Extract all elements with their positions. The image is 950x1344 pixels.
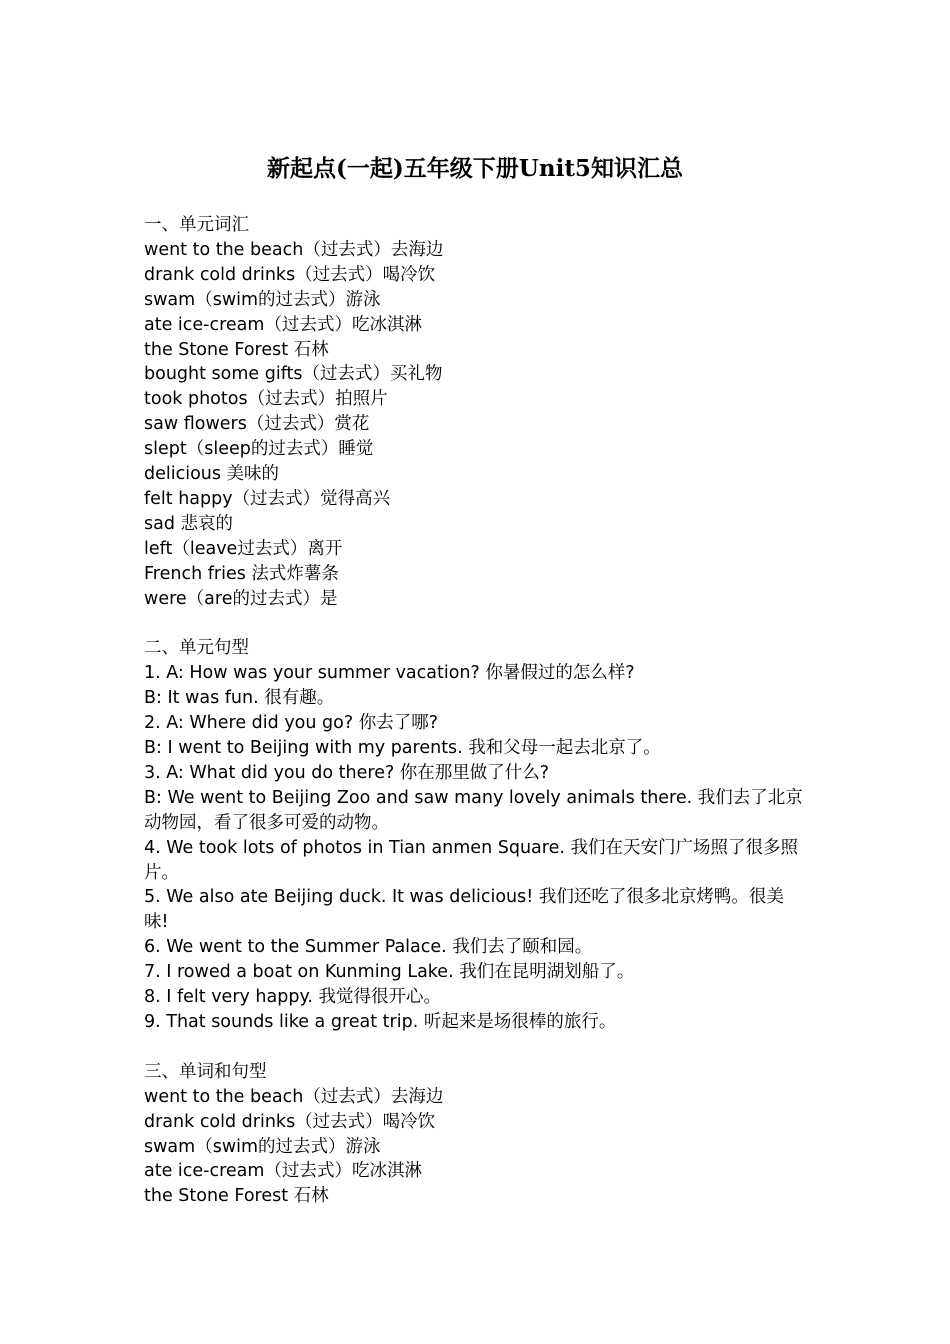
- vocab-item: bought some gifts（过去式）买礼物: [144, 364, 443, 385]
- sentence-item: 3. A: What did you do there? 你在那里做了什么?: [144, 762, 550, 783]
- section-heading: 三、单词和句型: [144, 1061, 267, 1082]
- sentence-item: 2. A: Where did you go? 你去了哪?: [144, 713, 438, 734]
- section-heading: 一、单元词汇: [144, 215, 249, 235]
- vocab-item: were（are的过去式）是: [144, 588, 338, 609]
- vocab-item: went to the beach（过去式）去海边: [144, 1086, 444, 1107]
- vocab-item: slept（sleep的过去式）睡觉: [144, 439, 374, 460]
- vocab-item: swam（swim的过去式）游泳: [144, 289, 381, 310]
- vocab-item: saw flowers（过去式）赏花: [144, 414, 370, 435]
- vocab-item: took photos（过去式）拍照片: [144, 389, 388, 410]
- vocab-item: drank cold drinks（过去式）喝冷饮: [144, 264, 436, 285]
- vocab-item: went to the beach（过去式）去海边: [144, 239, 444, 260]
- vocab-item: French fries 法式炸薯条: [144, 563, 339, 584]
- spacer: [144, 1035, 804, 1060]
- sentence-item: 5. We also ate Beijing duck. It was delicious! 我们还吃了很多北京烤鸭。很美味!: [144, 887, 784, 933]
- section-words-and-sentences: [144, 1060, 804, 1209]
- vocab-item: delicious 美味的: [144, 464, 280, 485]
- sentence-item: 4. We took lots of photos in Tian anmen Square. 我们在天安门广场照了很多照片。: [144, 837, 798, 883]
- sentence-item: 8. I felt very happy. 我觉得很开心。: [144, 987, 441, 1008]
- vocab-item: ate ice-cream（过去式）吃冰淇淋: [144, 314, 422, 335]
- section-vocabulary: [144, 213, 804, 612]
- sentence-item: B: It was fun. 很有趣。: [144, 688, 335, 709]
- vocab-item: left（leave过去式）离开: [144, 538, 343, 559]
- sentence-item: 1. A: How was your summer vacation? 你暑假过的怎么样?: [144, 663, 635, 684]
- vocab-item: the Stone Forest 石林: [144, 1186, 329, 1207]
- document-body: [144, 213, 804, 1209]
- sentence-item: 7. I rowed a boat on Kunming Lake. 我们在昆明湖划船了。: [144, 962, 635, 983]
- section-sentences: [144, 636, 804, 1035]
- vocab-item: drank cold drinks（过去式）喝冷饮: [144, 1111, 436, 1132]
- vocab-item: ate ice-cream（过去式）吃冰淇淋: [144, 1161, 422, 1182]
- vocab-item: felt happy（过去式）觉得高兴: [144, 488, 391, 509]
- sentence-item: 6. We went to the Summer Palace. 我们去了颐和园。: [144, 937, 593, 958]
- document-title: 新起点(一起)五年级下册Unit5知识汇总: [267, 155, 683, 182]
- vocab-item: swam（swim的过去式）游泳: [144, 1136, 381, 1157]
- sentence-item: B: I went to Beijing with my parents. 我和父母一起去北京了。: [144, 738, 661, 759]
- section-heading: 二、单元句型: [144, 638, 249, 659]
- spacer: [144, 612, 804, 637]
- sentence-item: 9. That sounds like a great trip. 听起来是场很棒的旅行。: [144, 1011, 617, 1032]
- vocab-item: sad 悲哀的: [144, 513, 234, 534]
- sentence-item: B: We went to Beijing Zoo and saw many lovely animals there. 我们去了北京动物园，看了很多可爱的动物。: [144, 787, 803, 833]
- vocab-item: the Stone Forest 石林: [144, 339, 329, 360]
